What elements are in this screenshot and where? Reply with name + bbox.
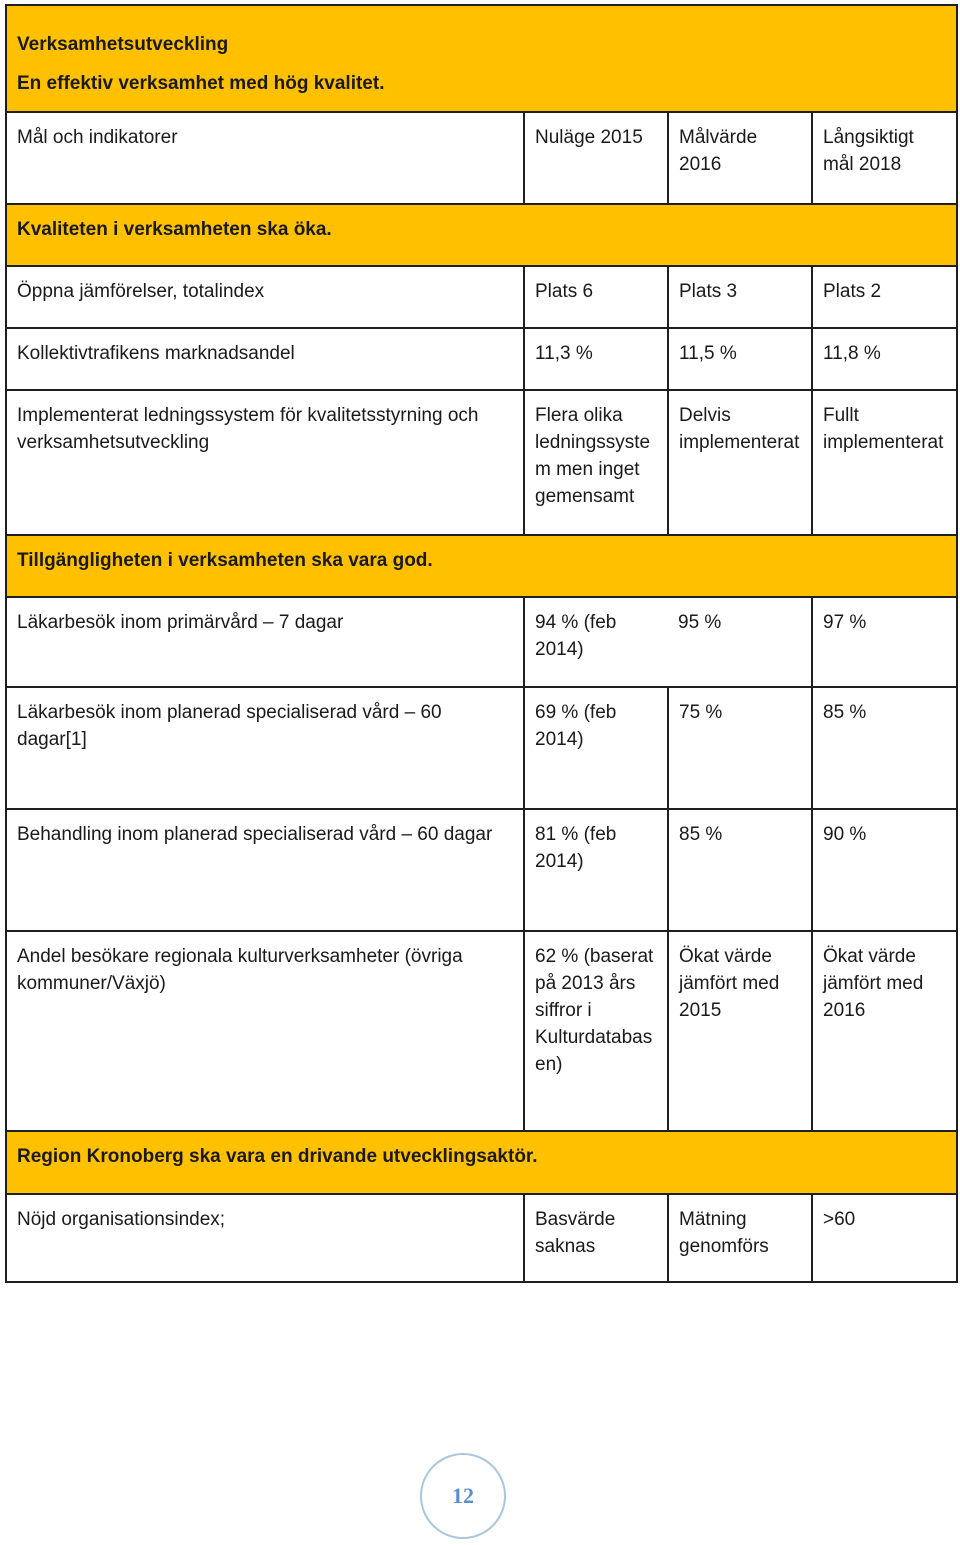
indicator-cell: Öppna jämförelser, totalindex [6,266,524,328]
table-row [6,266,957,328]
current-cell: 69 % (feb 2014) [524,687,668,809]
indicator-cell: Implementerat ledningssystem för kvalitetsstyrning och verksamhetsutveckling [6,390,524,535]
current-cell: 94 % (feb 2014) [524,597,668,687]
col-header-target: Målvärde 2016 [668,112,812,204]
table-row [6,1194,957,1282]
col-header-longterm: Långsiktigt mål 2018 [812,112,957,204]
longterm-cell: 11,8 % [812,328,957,390]
target-cell: 75 % [668,687,812,809]
table-subtitle: En effektiv verksamhet med hög kvalitet. [17,73,385,94]
current-cell: Basvärde saknas [524,1194,668,1282]
longterm-cell: 85 % [812,687,957,809]
longterm-cell: Ökat värde jämfört med 2016 [812,931,957,1131]
table-title: Verksamhetsutveckling [17,34,229,55]
table-row [6,809,957,931]
section-heading-row [6,204,957,266]
longterm-cell: Plats 2 [812,266,957,328]
current-cell: 81 % (feb 2014) [524,809,668,931]
target-cell: Ökat värde jämfört med 2015 [668,931,812,1131]
target-cell: 95 % [668,597,812,687]
indicator-cell: Behandling inom planerad specialiserad vård – 60 dagar [6,809,524,931]
current-cell: 11,3 % [524,328,668,390]
longterm-cell: 97 % [812,597,957,687]
section-heading-quality: Kvaliteten i verksamheten ska öka. [6,204,957,266]
longterm-cell: Fullt implementerat [812,390,957,535]
target-cell: 11,5 % [668,328,812,390]
indicator-cell: Läkarbesök inom primärvård – 7 dagar [6,597,524,687]
table-row [6,931,957,1131]
target-cell: Mätning genomförs [668,1194,812,1282]
section-heading-row [6,535,957,597]
current-cell: Plats 6 [524,266,668,328]
table-row [6,597,957,687]
target-cell: 85 % [668,809,812,931]
current-cell: 62 % (baserat på 2013 års siffror i Kulturdatabasen) [524,931,668,1131]
indicator-cell: Läkarbesök inom planerad specialiserad vård – 60 dagar[1] [6,687,524,809]
section-heading-row [6,1131,957,1194]
target-cell: Plats 3 [668,266,812,328]
column-header-row [6,112,957,204]
target-cell: Delvis implementerat [668,390,812,535]
indicator-cell: Nöjd organisationsindex; [6,1194,524,1282]
indicator-cell: Andel besökare regionala kulturverksamheter (övriga kommuner/Växjö) [6,931,524,1131]
header-band [6,5,957,112]
section-heading-availability: Tillgängligheten i verksamheten ska vara god. [6,535,957,597]
table-row [6,328,957,390]
table-row [6,390,957,535]
col-header-indicator: Mål och indikatorer [6,112,524,204]
longterm-cell: >60 [812,1194,957,1282]
indicator-cell: Kollektivtrafikens marknadsandel [6,328,524,390]
page-number: 12 [420,1453,506,1539]
current-cell: Flera olika ledningssystem men inget gemensamt [524,390,668,535]
goals-table [5,4,958,1283]
col-header-current: Nuläge 2015 [524,112,668,204]
longterm-cell: 90 % [812,809,957,931]
section-heading-development: Region Kronoberg ska vara en drivande utvecklingsaktör. [6,1131,957,1194]
table-row [6,687,957,809]
